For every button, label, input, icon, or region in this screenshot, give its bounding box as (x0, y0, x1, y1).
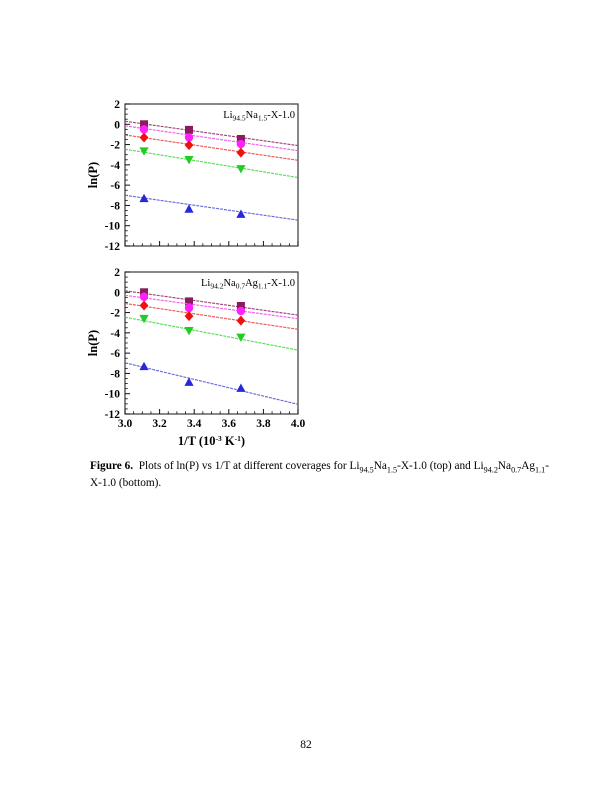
caption-text: 94.5 (359, 465, 374, 475)
y-tick-label: -12 (104, 241, 120, 253)
page-number: 82 (300, 739, 312, 751)
caption-text: -X-1.0 (bottom). (90, 460, 549, 489)
series-coverage-1-squares (125, 120, 298, 145)
x-tick-label: 3.8 (256, 418, 271, 430)
y-tick-label: -8 (110, 200, 120, 213)
y-tick-label: -10 (104, 388, 120, 401)
caption-text: 1.1 (535, 465, 546, 475)
plot-annotation: $Li_{94.2}Na_{0.7}Ag_{1.1}-X-1.0$ (200, 278, 295, 291)
marker-diamond (237, 148, 246, 158)
caption-text: Na (497, 460, 512, 472)
fit-line (125, 149, 298, 177)
y-tick-label: -4 (110, 159, 120, 172)
series-coverage-5-up-triangles (125, 194, 298, 220)
marker-diamond (185, 140, 194, 150)
y-tick-label: -2 (110, 307, 120, 320)
x-axis-title: 1/T ($10^{-3}$ $K^{-1}$) (177, 434, 246, 448)
series-coverage-2-circles (125, 125, 298, 150)
y-tick-label: -12 (104, 409, 120, 421)
marker-triangle-up (236, 209, 245, 217)
caption-text: Plots of ln(P) vs 1/T at different coverages for Li (133, 460, 360, 472)
fit-line (125, 121, 298, 145)
x-tick-label: 3.0 (117, 418, 133, 430)
y-axis (105, 267, 130, 421)
y-tick-label: -2 (110, 139, 120, 152)
series-coverage-2-circles (125, 293, 298, 319)
y-tick-label: -10 (104, 220, 120, 233)
y-axis-title: ln(P) (86, 329, 100, 357)
plot-annotation: $Li_{94.5}Na_{1.5}-X-1.0$ (223, 110, 295, 123)
marker-diamond (237, 316, 246, 326)
y-tick-label: -6 (110, 348, 120, 361)
caption-text: 1.5 (386, 465, 398, 475)
y-tick-label: 2 (114, 267, 120, 279)
fit-line (125, 135, 298, 160)
y-tick-label: -4 (110, 327, 120, 340)
x-tick-label: 3.6 (221, 418, 236, 430)
marker-square (185, 126, 193, 134)
fit-line (125, 291, 298, 315)
x-axis (118, 409, 306, 430)
marker-triangle-down (139, 147, 148, 155)
y-tick-label: -6 (110, 180, 120, 193)
y-tick-label: 0 (114, 287, 120, 300)
marker-circle (237, 140, 245, 148)
y-tick-label: 0 (114, 119, 120, 132)
marker-triangle-up (139, 362, 148, 370)
caption-text: Ag (521, 460, 536, 472)
marker-triangle-down (236, 334, 245, 342)
series-coverage-4-down-triangles (125, 315, 298, 350)
series-coverage-4-down-triangles (125, 147, 298, 177)
marker-diamond (140, 300, 149, 310)
series-coverage-5-up-triangles (125, 362, 298, 405)
marker-circle (140, 125, 148, 133)
y-axis (105, 99, 130, 253)
x-tick-label: 3.4 (187, 418, 202, 430)
marker-circle (185, 304, 193, 312)
caption-text: Figure 6. (90, 460, 134, 472)
fit-line (125, 317, 298, 350)
plot-frame (125, 272, 298, 414)
y-tick-label: 2 (114, 99, 120, 111)
caption-text: -X-1.0 (top) and Li (397, 460, 484, 472)
top-plot (86, 99, 298, 253)
figure-caption (90, 460, 550, 490)
marker-circle (237, 307, 245, 315)
x-axis (125, 241, 298, 246)
caption-text: Na (373, 460, 387, 472)
y-tick-label: -8 (110, 368, 120, 381)
series-coverage-1-squares (125, 288, 298, 315)
caption-text: 94.2 (483, 465, 498, 475)
fit-line (125, 303, 298, 329)
x-tick-label: 3.2 (152, 418, 167, 430)
marker-triangle-down (184, 327, 193, 335)
fit-line (125, 363, 298, 405)
figure-6-chart (60, 85, 340, 465)
y-axis-title: ln(P) (86, 161, 100, 189)
caption-text: 0.7 (511, 465, 522, 475)
marker-triangle-up (184, 204, 193, 212)
marker-triangle-down (139, 315, 148, 323)
marker-circle (140, 293, 148, 301)
fit-line (125, 195, 298, 220)
marker-triangle-down (236, 165, 245, 173)
bottom-plot (86, 267, 305, 448)
marker-triangle-up (236, 384, 245, 392)
marker-diamond (140, 132, 149, 142)
x-tick-label: 4.0 (290, 418, 306, 430)
